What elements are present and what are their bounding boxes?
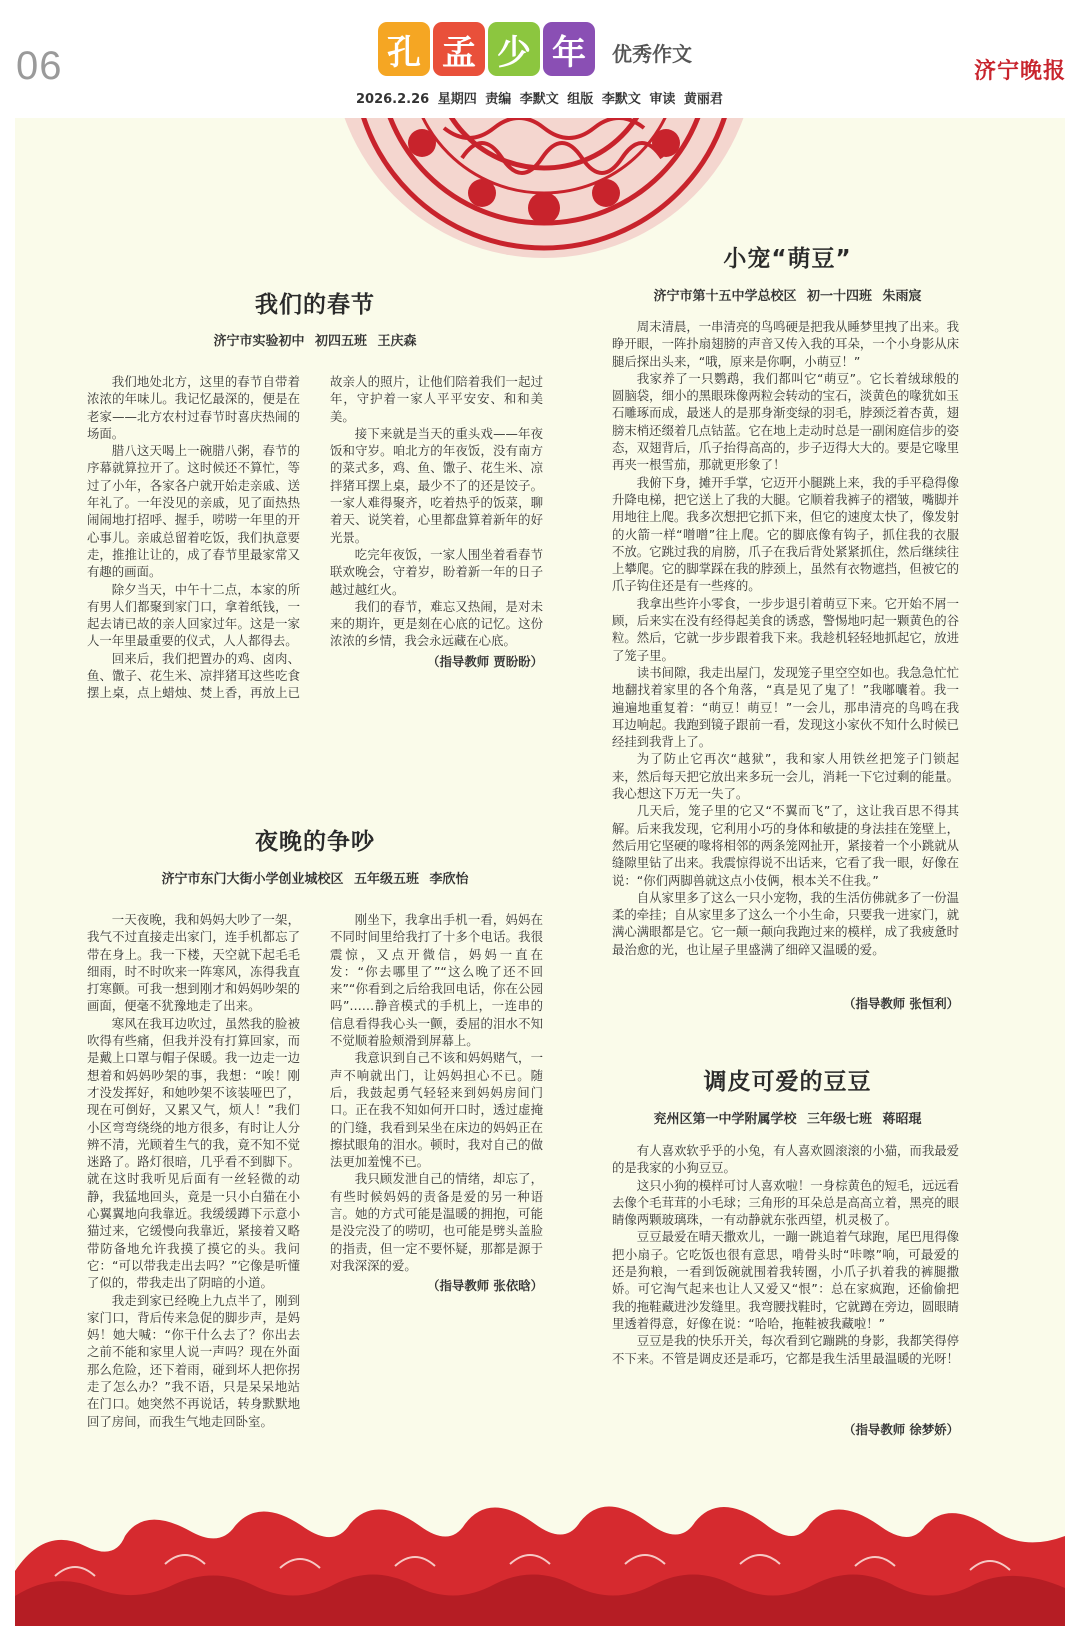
advisor-credit: （指导教师 徐梦娇） <box>843 1422 959 1437</box>
paper-cut-ornament <box>332 118 756 258</box>
article-paragraph: 回来后，我们把置办的鸡、卤肉、鱼、馓子、花生米、凉拌猪耳这些吃食摆上桌，点上蜡烛、焚上香，再放上已故亲人的照片，让他们陪着我们一起过年，守护着一家人平平安安、和和美美。 <box>87 374 543 701</box>
logo-char-3: 少 <box>488 22 540 76</box>
article-title: 调皮可爱的豆豆 <box>703 1069 872 1095</box>
article-paragraph: 几天后，笼子里的它又“不翼而飞”了，这让我百思不得其解。后来我发现，它利用小巧的身体和敏捷的身法挂在笼壁上，然后用它坚硬的喙将相邻的两条笼网扯开，紧接着一个小跳就从缝隙里钻了出来。我震惊得说不出话来，它看了我一眼，好像在说：“你们两脚兽就这点小伎俩，根本关不住我。” <box>612 803 959 888</box>
masthead <box>0 0 1080 118</box>
logo-char-4: 年 <box>543 22 595 76</box>
article-paragraph: 刚坐下，我拿出手机一看，妈妈在不同时间里给我打了十多个电话。我很震惊，又点开微信，妈妈一直在发：“你去哪里了”“这么晚了还不回来”“你看到之后给我回电话，你在公园吗”……静音模式的手机上，一连串的信息看得我心头一颤，委屈的泪水不知不觉顺着脸颊滑到屏幕上。 <box>330 912 543 1049</box>
content-panel <box>15 118 1065 1626</box>
article-title: 夜晚的争吵 <box>255 829 375 855</box>
article-paragraph: 我家养了一只鹦鹉，我们都叫它“萌豆”。它长着绒球般的圆脑袋，细小的黑眼珠像两粒会转动的宝石，淡黄色的喙犹如玉石雕琢而成，最迷人的是那身渐变绿的羽毛，脖颈泛着杏黄，翅膀末梢还缀着几点钴蓝。它在地上走动时总是一副闲庭信步的姿态，双翅背后，爪子抬得高高的，步子迈得大大的。要是它喙里再夹一根雪茄，那就更形象了！ <box>612 370 959 473</box>
article-body <box>87 911 543 1431</box>
logo-char-2: 孟 <box>433 22 485 76</box>
article-paragraph: 周末清晨，一串清亮的鸟鸣硬是把我从睡梦里拽了出来。我睁开眼，一阵扑扇翅膀的声音又传入我的耳朵，一个小身影从床腿后探出头来，“哦，原来是你啊，小萌豆！” <box>612 319 959 369</box>
article-paragraph: 我们地处北方，这里的春节自带着浓浓的年味儿。我记忆最深的，便是在老家——北方农村过春节时喜庆热闹的场面。 <box>87 374 300 441</box>
article-title: 我们的春节 <box>255 292 375 318</box>
article-title: 小宠“萌豆” <box>723 246 852 272</box>
article-paragraph: 腊八这天喝上一碗腊八粥，春节的序幕就算拉开了。这时候还不算忙，等过了小年，各家各户就开始走亲戚、送年礼了。一年没见的亲戚，见了面热热闹闹地打招呼、握手，唠唠一年里的开心事儿。亲戚总留着吃饭，我们执意要走，推推让让的，成了春节里最家常又有趣的画面。 <box>87 443 300 580</box>
article-paragraph: 一天夜晚，我和妈妈大吵了一架，我气不过直接走出家门，连手机都忘了带在身上。我一下楼，天空就下起毛毛细雨，时不时吹来一阵寒风，冻得我直打寒颤。可我一想到刚才和妈妈吵架的画面，便毫不犹豫地走了出来。 <box>87 912 300 1014</box>
article-paragraph: 除夕当天，中午十二点，本家的所有男人们都聚到家门口，拿着纸钱，一起去请已故的亲人回家过年。这是一家人一年里最重要的仪式，人人都得去。 <box>87 581 300 649</box>
article-paragraph: 这只小狗的模样可讨人喜欢啦！一身棕黄色的短毛，远远看去像个毛茸茸的小毛球；三角形的耳朵总是高高立着，黑亮的眼睛像两颗玻璃珠，一有动静就东张西望，机灵极了。 <box>612 1177 959 1228</box>
article-paragraph: 豆豆是我的快乐开关，每次看到它蹦跳的身影，我都笑得停不下来。不管是调皮还是乖巧，它都是我生活里最温暖的光呀！ <box>612 1333 959 1366</box>
article-paragraph: 有人喜欢软乎乎的小兔，有人喜欢圆滚滚的小猫，而我最爱的是我家的小狗豆豆。 <box>612 1143 959 1176</box>
article-paragraph: 接下来就是当天的重头戏——年夜饭和守岁。咱北方的年夜饭，没有南方的菜式多，鸡、鱼、馓子、花生米、凉拌猪耳摆上桌，最少不了的还是饺子。一家人难得聚齐，吃着热乎的饭菜，聊着天、说笑着，心里都盘算着新年的好光景。 <box>330 425 543 545</box>
advisor-credit: （指导教师 张恒利） <box>843 996 959 1011</box>
article-paragraph: 我走到家已经晚上九点半了，刚到家门口，背后传来急促的脚步声，是妈妈！她大喊：“你干什么去了？你出去之前不能和家里人说一声吗？现在外面那么危险，还下着雨，碰到坏人把你拐走了怎么办？”我不语，只是呆呆地站在门口。她突然不再说话，转身默默地回了房间，而我生气地走回卧室。 <box>87 1292 300 1429</box>
article-body <box>612 1142 959 1418</box>
newspaper-brand: 济宁晚报 <box>973 58 1066 84</box>
article-author: 兖州区第一中学附属学校 三年级七班 蒋昭琨 <box>653 1112 922 1127</box>
article-paragraph: 自从家里多了这么一只小宠物，我的生活仿佛就多了一份温柔的牵挂；自从家里多了这么一个小生命，只要我一进家门，就满心满眼都是它。它一颠一颠向我跑过来的模样，成了我疲惫时最治愈的光，也让屋子里盛满了细碎又温暖的爱。 <box>612 889 959 957</box>
article-author: 济宁市实验初中 初四五班 王庆森 <box>213 334 417 349</box>
article-body <box>612 318 959 983</box>
advisor-credit: （指导教师 贾盼盼） <box>427 653 543 669</box>
article-body <box>87 373 543 713</box>
article-paragraph: 寒风在我耳边吹过，虽然我的脸被吹得有些痛，但我并没有打算回家，而是戴上口罩与帽子保暖。我一边走一边想着和妈妈吵架的事，我想：“唉！刚才没发挥好，和她吵架不该装哑巴了，现在可倒好，又累又气，烦人！”我们小区弯弯绕绕的地方很多，有时让人分辨不清，光顾着生气的我，竟不知不觉迷路了。路灯很暗，几乎看不到脚下。就在这时我听见后面有一丝轻微的动静，我猛地回头，竟是一只小白猫在小心翼翼地向我靠近。我缓缓蹲下示意小猫过来，它缓慢向我靠近，紧接着又略带防备地允许我摸了摸它的头。我问它：“可以带我走出去吗？”它像是听懂了似的，带我走出了阴暗的小道。 <box>87 1015 300 1291</box>
article-paragraph: 我俯下身，摊开手掌，它迈开小腿跳上来，我的手平稳得像升降电梯，把它送上了我的大腿。它顺着我裤子的褶皱，嘴脚并用地往上爬。我多次想把它抓下来，但它的速度太快了，像发射的火箭一样“噌噌”往上爬。它的脚底像有钩子，抓住我的衣服不放。它跳过我的肩膀，爪子在我后背处紧紧抓住，然后继续往上攀爬。它的脚掌踩在我的脖颈上，虽然有衣物遮挡，但被它的爪子钩住还是有一些疼的。 <box>612 474 959 594</box>
wave-pattern-decoration <box>15 1476 1065 1626</box>
logo-char-1: 孔 <box>378 22 430 76</box>
article-paragraph: 吃完年夜饭，一家人围坐着看春节联欢晚会，守着岁，盼着新一年的日子越过越红火。 <box>330 546 543 597</box>
page-number: 06 <box>16 44 63 88</box>
article-author: 济宁市东门大街小学创业城校区 五年级五班 李欣怡 <box>161 872 469 887</box>
article-paragraph: 我只顾发泄自己的情绪，却忘了，有些时候妈妈的责备是爱的另一种语言。她的方式可能是温暖的拥抱，可能是没完没了的唠叨，也可能是劈头盖脸的指责，但一定不要怀疑，那都是源于对我深深的爱。 <box>330 1171 543 1273</box>
article-paragraph: 我拿出些许小零食，一步步退引着萌豆下来。它开始不屑一顾，后来实在没有经得起美食的诱惑，警惕地叼起一颗黄色的谷粒。然后，它就一步步跟着我下来。我趁机轻轻地抓起它，放进了笼子里。 <box>612 595 959 663</box>
issue-meta-line: 2026.2.26 星期四 责编 李默文 组版 李默文 审读 黄丽君 <box>356 92 723 107</box>
column-logo <box>378 22 598 76</box>
article-paragraph: 我们的春节，难忘又热闹，是对未来的期许，更是刻在心底的记忆。这份浓浓的乡情，我会永远藏在心底。 <box>330 598 543 649</box>
section-name: 优秀作文 <box>612 42 692 66</box>
advisor-credit: （指导教师 张依晗） <box>427 1278 543 1294</box>
article-paragraph: 豆豆最爱在晴天撒欢儿，一蹦一跳追着气球跑，尾巴甩得像把小扇子。它吃饭也很有意思，啃骨头时“咔嚓”响，可最爱的还是狗粮，一看到饭碗就围着我转圈，小爪子扒着我的裤腿撒娇。可它淘气起来也让人又爱又“恨”：总在家疯跑，还偷偷把我的拖鞋藏进沙发缝里。我弯腰找鞋时，它就蹲在旁边，圆眼睛里透着得意，好像在说：“哈哈，拖鞋被我藏啦！” <box>612 1229 959 1331</box>
article-paragraph: 为了防止它再次“越狱”，我和家人用铁丝把笼子门锁起来，然后每天把它放出来多玩一会儿，消耗一下它过剩的能量。我心想这下万无一失了。 <box>612 751 959 802</box>
article-author: 济宁市第十五中学总校区 初一十四班 朱雨宸 <box>653 289 922 304</box>
article-paragraph: 读书间隙，我走出屋门，发现笼子里空空如也。我急急忙忙地翻找着家里的各个角落，“真是见了鬼了！”我嘟囔着。我一遍遍地重复着：“萌豆！萌豆！”一会儿，那串清亮的鸟鸣在我耳边响起。我跑到镜子跟前一看，发现这小家伙不知什么时候已经挂到我背上了。 <box>612 664 959 750</box>
article-paragraph: 我意识到自己不该和妈妈赌气，一声不响就出门，让妈妈担心不已。随后，我鼓起勇气轻轻来到妈妈房间门口。正在我不知如何开口时，透过虚掩的门缝，我看到呆坐在床边的妈妈正在擦拭眼角的泪水。顿时，我对自己的做法更加羞愧不已。 <box>330 1050 543 1170</box>
